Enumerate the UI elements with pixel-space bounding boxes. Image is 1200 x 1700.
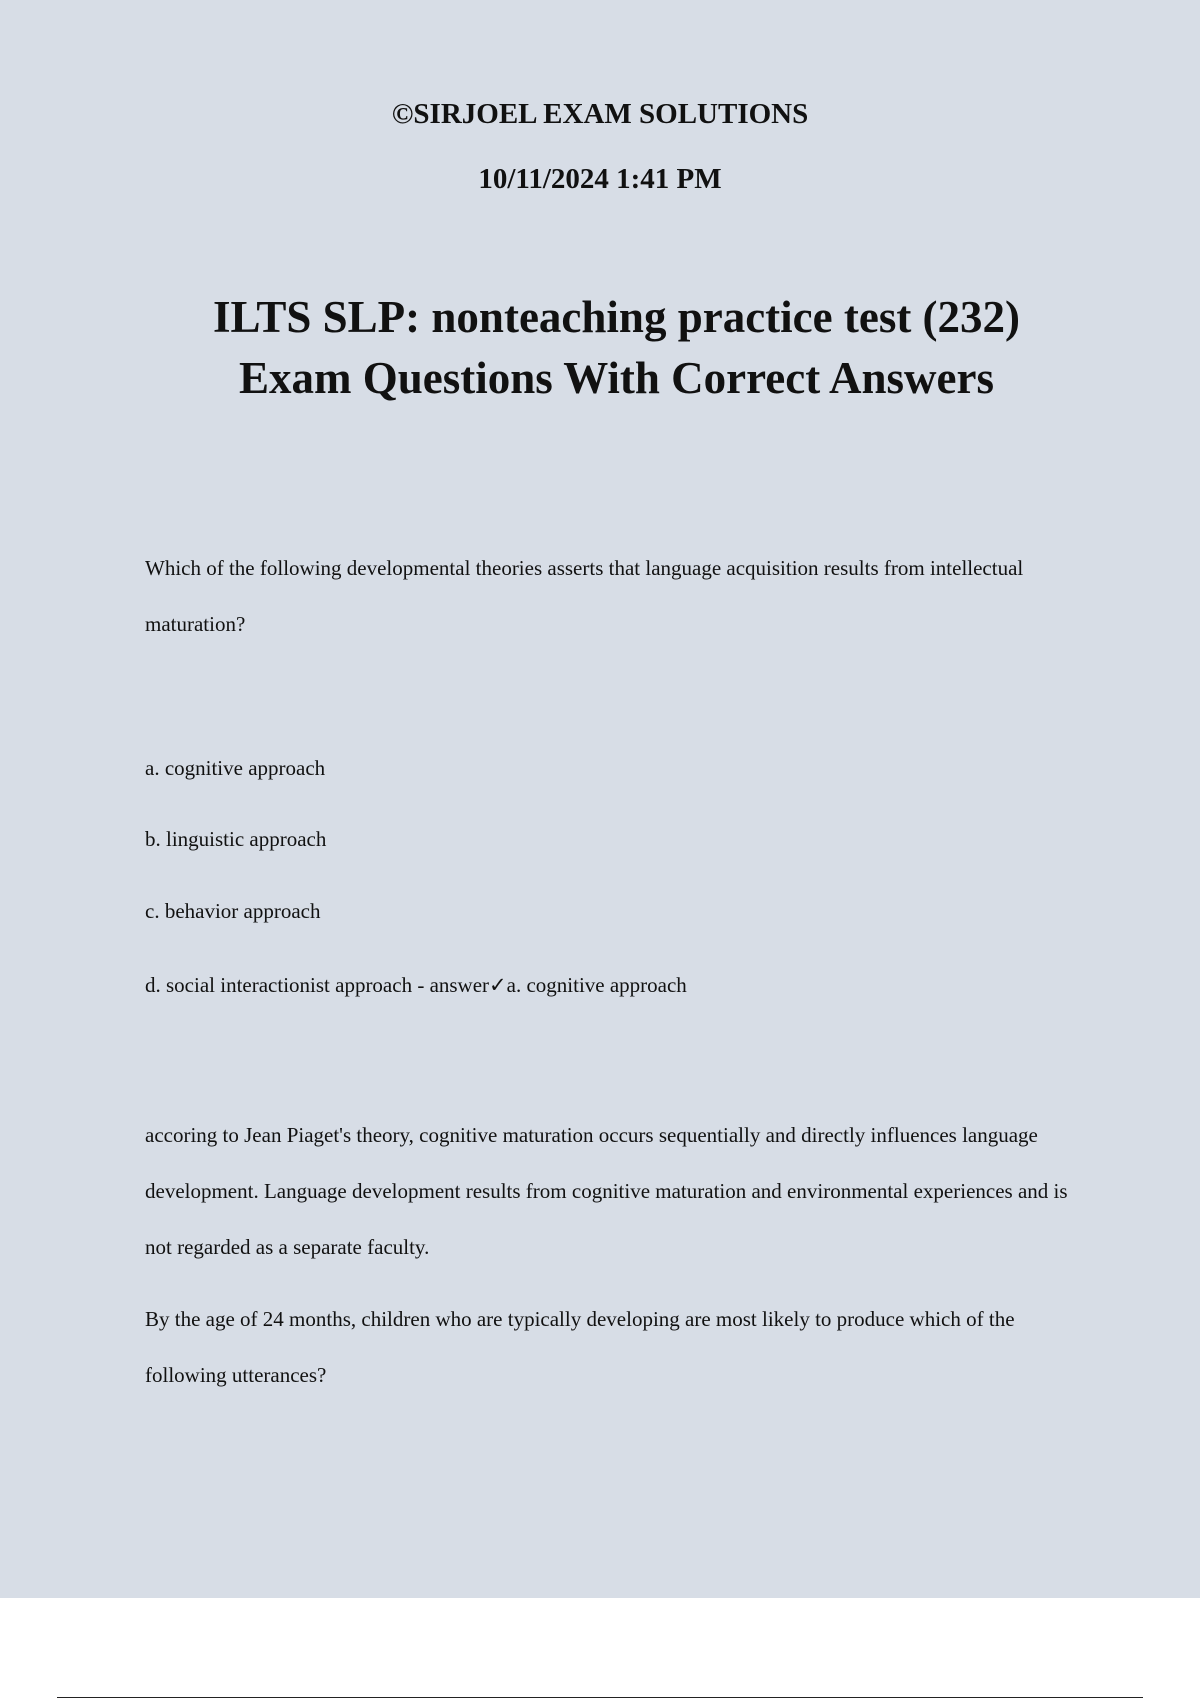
- question-2-text: By the age of 24 months, children who are typically developing are most likely to produce which of the following utterances?: [145, 1307, 1015, 1387]
- timestamp: 10/11/2024 1:41 PM: [478, 163, 722, 195]
- question-1-option-d-with-answer: d. social interactionist approach - answer✓a. cognitive approach: [145, 973, 687, 997]
- question-1-option-a: a. cognitive approach: [145, 756, 326, 780]
- question-1-option-b: b. linguistic approach: [145, 827, 327, 851]
- title-line-2: Exam Questions With Correct Answers: [238, 353, 994, 403]
- title-line-1: ILTS SLP: nonteaching practice test (232): [212, 292, 1021, 342]
- question-1-explanation: accoring to Jean Piaget's theory, cognitive maturation occurs sequentially and directly influences language development. Language development results from cognitive maturation and environmental experiences and is not regarded as a separate faculty.: [145, 1123, 1068, 1259]
- page-title: [0, 287, 1200, 409]
- footer-divider: [57, 1697, 1143, 1698]
- question-1-option-c: c. behavior approach: [145, 899, 321, 923]
- question-1-text: Which of the following developmental theories asserts that language acquisition results from intellectual maturation?: [145, 556, 1024, 636]
- brand-header: ©SIRJOEL EXAM SOLUTIONS: [391, 98, 809, 130]
